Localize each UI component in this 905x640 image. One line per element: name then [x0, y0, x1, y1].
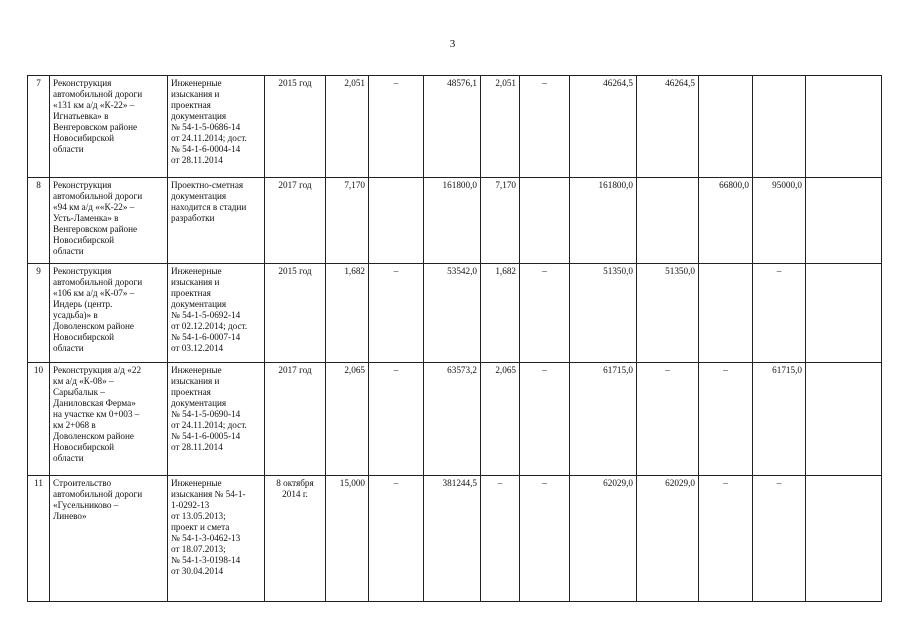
value-cell: 161800,0 — [570, 178, 637, 264]
value-cell — [753, 76, 806, 178]
value-cell: – — [520, 363, 570, 476]
value-cell — [806, 264, 882, 363]
value-cell: – — [520, 476, 570, 602]
value-cell: – — [369, 363, 424, 476]
value-cell: 62029,0 — [637, 476, 699, 602]
row-number: 10 — [28, 363, 50, 476]
value-cell — [806, 363, 882, 476]
documentation: Инженерные изыскания и проектная документация № 54-1-5-0686-14 от 24.11.2014; дост. № 54-1-6-0004-14 от 28.11.2014 — [168, 76, 265, 178]
value-cell: 7,170 — [326, 178, 369, 264]
value-cell: – — [369, 264, 424, 363]
value-cell — [369, 178, 424, 264]
year-cell: 2015 год — [265, 264, 326, 363]
value-cell: – — [699, 363, 753, 476]
year-cell: 2015 год — [265, 76, 326, 178]
value-cell: 161800,0 — [424, 178, 481, 264]
value-cell: 2,051 — [481, 76, 520, 178]
value-cell: – — [369, 76, 424, 178]
object-name: Реконструкция а/д «22 км а/д «К-08» – Сарыбалык – Даниловская Ферма» на участке км 0+003 – км 2+068 в Доволенском районе Новосибирской области — [50, 363, 168, 476]
value-cell: 1,682 — [481, 264, 520, 363]
value-cell: 46264,5 — [637, 76, 699, 178]
table-row — [28, 363, 882, 476]
value-cell: 53542,0 — [424, 264, 481, 363]
object-name: Реконструкция автомобильной дороги «94 км а/д ««К-22» – Усть-Ламенка» в Венгеровском районе Новосибирской области — [50, 178, 168, 264]
page-number: 3 — [449, 38, 456, 50]
value-cell: 15,000 — [326, 476, 369, 602]
value-cell: – — [481, 476, 520, 602]
value-cell: 7,170 — [481, 178, 520, 264]
value-cell: 62029,0 — [570, 476, 637, 602]
value-cell — [806, 476, 882, 602]
documentation: Проектно-сметная документация находится в стадии разработки — [168, 178, 265, 264]
value-cell: 95000,0 — [753, 178, 806, 264]
value-cell — [806, 76, 882, 178]
value-cell: 51350,0 — [637, 264, 699, 363]
table-row — [28, 476, 882, 602]
row-number: 9 — [28, 264, 50, 363]
table-row — [28, 76, 882, 178]
documentation: Инженерные изыскания и проектная документация № 54-1-5-0690-14 от 24.11.2014; дост. № 54-1-6-0005-14 от 28.11.2014 — [168, 363, 265, 476]
object-name: Реконструкция автомобильной дороги «106 км а/д «К-07» – Индерь (центр. усадьба)» в Доволенском районе Новосибирской области — [50, 264, 168, 363]
value-cell: – — [753, 264, 806, 363]
value-cell: – — [637, 363, 699, 476]
value-cell: – — [699, 476, 753, 602]
year-cell: 2017 год — [265, 363, 326, 476]
value-cell — [699, 264, 753, 363]
object-name: Строительство автомобильной дороги «Гусельниково – Линево» — [50, 476, 168, 602]
value-cell: 381244,5 — [424, 476, 481, 602]
value-cell: – — [753, 476, 806, 602]
documentation: Инженерные изыскания и проектная документация № 54-1-5-0692-14 от 02.12.2014; дост. № 54-1-6-0007-14 от 03.12.2014 — [168, 264, 265, 363]
year-cell: 2017 год — [265, 178, 326, 264]
object-name: Реконструкция автомобильной дороги «131 км а/д «К-22» – Игнатьевка» в Венгеровском районе Новосибирской области — [50, 76, 168, 178]
value-cell: 61715,0 — [753, 363, 806, 476]
value-cell: 51350,0 — [570, 264, 637, 363]
value-cell: – — [369, 476, 424, 602]
value-cell: 63573,2 — [424, 363, 481, 476]
row-number: 11 — [28, 476, 50, 602]
value-cell: 48576,1 — [424, 76, 481, 178]
row-number: 7 — [28, 76, 50, 178]
value-cell — [520, 178, 570, 264]
value-cell: 66800,0 — [699, 178, 753, 264]
value-cell — [806, 178, 882, 264]
table-row — [28, 264, 882, 363]
roads-table — [27, 75, 882, 602]
row-number: 8 — [28, 178, 50, 264]
value-cell: 46264,5 — [570, 76, 637, 178]
value-cell: 2,051 — [326, 76, 369, 178]
value-cell: – — [520, 76, 570, 178]
value-cell: 2,065 — [326, 363, 369, 476]
value-cell: – — [520, 264, 570, 363]
value-cell: 1,682 — [326, 264, 369, 363]
value-cell: 61715,0 — [570, 363, 637, 476]
value-cell — [699, 76, 753, 178]
value-cell — [637, 178, 699, 264]
value-cell: 2,065 — [481, 363, 520, 476]
documentation: Инженерные изыскания № 54-1- 1-0292-13 от 13.05.2013; проект и смета № 54-1-3-0462-13 от 18.07.2013; № 54-1-3-0198-14 от 30.04.2014 — [168, 476, 265, 602]
year-cell: 8 октября 2014 г. — [265, 476, 326, 602]
table-row — [28, 178, 882, 264]
